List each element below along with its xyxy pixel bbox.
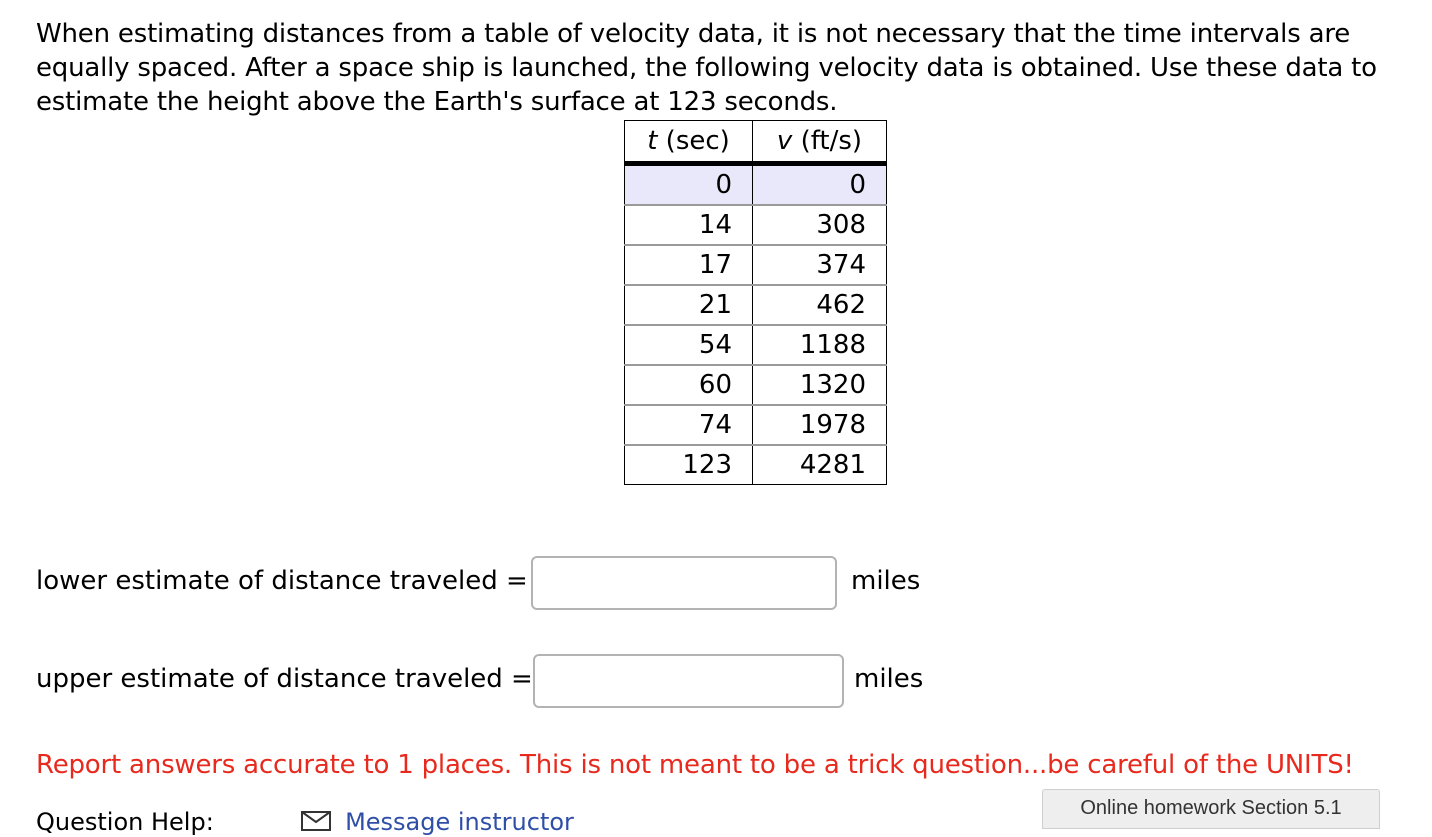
- velocity-cell: 462: [753, 285, 887, 325]
- velocity-cell: 1320: [753, 365, 887, 405]
- velocity-variable: v: [776, 126, 793, 156]
- time-cell: 123: [625, 445, 753, 485]
- table-row: [625, 325, 887, 365]
- time-cell: 74: [625, 405, 753, 445]
- velocity-cell: 1188: [753, 325, 887, 365]
- mail-icon[interactable]: [301, 809, 331, 837]
- velocity-table: [624, 120, 887, 485]
- lower-estimate-unit: miles: [851, 566, 921, 596]
- time-cell: 17: [625, 245, 753, 285]
- column-header-velocity: [753, 121, 887, 164]
- velocity-unit: (ft/s): [792, 126, 863, 156]
- question-help-bar: [36, 808, 574, 837]
- units-note: Report answers accurate to 1 places. This is not meant to be a trick question...be careful of the UNITS!: [36, 750, 1354, 780]
- velocity-cell: 308: [753, 205, 887, 245]
- table-row: [625, 205, 887, 245]
- lower-estimate-label: lower estimate of distance traveled =: [36, 566, 528, 596]
- velocity-cell: 0: [753, 164, 887, 206]
- table-row: [625, 164, 887, 206]
- upper-estimate-label: upper estimate of distance traveled =: [36, 664, 533, 694]
- table-row: [625, 245, 887, 285]
- time-cell: 21: [625, 285, 753, 325]
- table-row: [625, 445, 887, 485]
- section-badge: Online homework Section 5.1: [1042, 789, 1380, 829]
- velocity-cell: 4281: [753, 445, 887, 485]
- time-variable: t: [647, 126, 658, 156]
- time-cell: 60: [625, 365, 753, 405]
- velocity-cell: 374: [753, 245, 887, 285]
- velocity-cell: 1978: [753, 405, 887, 445]
- message-instructor-link[interactable]: Message instructor: [345, 808, 574, 836]
- table-row: [625, 285, 887, 325]
- table-header-row: [625, 121, 887, 164]
- time-unit: (sec): [657, 126, 730, 156]
- time-cell: 14: [625, 205, 753, 245]
- time-cell: 0: [625, 164, 753, 206]
- problem-statement: When estimating distances from a table of velocity data, it is not necessary that the time intervals are equally spaced. After a space ship is launched, the following velocity data is obtained. Use these data to estimate the height above the Earth's surface at 123 seconds.: [36, 19, 1377, 117]
- lower-estimate-input[interactable]: [531, 556, 837, 610]
- table-row: [625, 405, 887, 445]
- upper-estimate-unit: miles: [854, 664, 924, 694]
- column-header-time: [625, 121, 753, 164]
- table-row: [625, 365, 887, 405]
- question-help-label: Question Help:: [36, 808, 214, 836]
- upper-estimate-input[interactable]: [533, 654, 844, 708]
- time-cell: 54: [625, 325, 753, 365]
